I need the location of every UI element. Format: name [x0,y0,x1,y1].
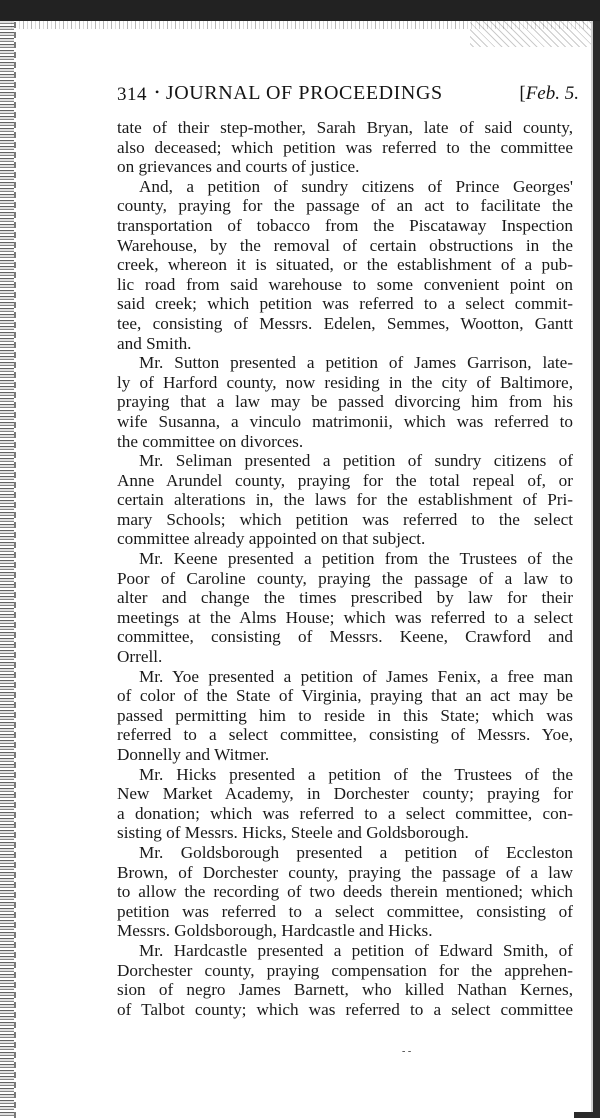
text-line: wife Susanna, a vinculo matrimonii, which was referred to [117,411,573,431]
scan-bottom-corner [574,1112,600,1118]
text-line: Anne Arundel county, praying for the total repeal of, or [117,470,573,490]
date-text: Feb. 5. [525,83,579,104]
text-line: Mr. Keene presented a petition from the Trustees of the [139,549,573,569]
paragraph [117,843,573,941]
scan-left-edge-line [14,21,16,1118]
text-line: and Smith. [117,333,192,353]
text-line: tate of their step-mother, Sarah Bryan, late of said county, [117,118,573,137]
footer-mark: - - [402,1046,412,1057]
text-line: said creek; which petition was referred to a select commit- [117,294,573,314]
paragraph [117,118,573,177]
paragraph [117,451,573,549]
text-line: committee, consisting of Messrs. Keene, Crawford and [117,627,573,647]
scan-top-right-speckle [470,21,600,47]
running-title-text: JOURNAL OF PROCEEDINGS [165,82,443,104]
text-line: sisting of Messrs. Hicks, Steele and Goldsborough. [117,823,469,843]
text-line: alter and change the times prescribed by law for their [117,588,573,608]
text-line: And, a petition of sundry citizens of Prince Georges' [139,176,573,196]
text-line: petition was referred to a select committee, consisting of [117,901,573,921]
paragraph [117,177,573,353]
text-line: meetings at the Alms House; which was referred to a select [117,607,573,627]
text-line: transportation of tobacco from the Piscataway Inspection [117,215,573,235]
header-date [519,83,579,105]
paragraph [117,667,573,765]
text-line: Mr. Yoe presented a petition of James Fenix, a free man [139,666,573,686]
text-line: county, praying for the passage of an act to facilitate the [117,196,573,216]
paragraph [117,941,573,1019]
page-header [117,80,579,110]
text-line: a donation; which was referred to a select committee, con- [117,803,573,823]
text-line: ly of Harford county, now residing in the city of Baltimore, [117,372,573,392]
text-line: Mr. Sutton presented a petition of James Garrison, late- [139,353,573,373]
text-line: Mr. Seliman presented a petition of sundry citizens of [139,451,573,471]
text-line: Poor of Caroline county, praying the passage of a law to [117,568,573,588]
running-title [155,82,443,105]
text-line: Dorchester county, praying compensation for the apprehen- [117,960,573,980]
text-line: praying that a law may be passed divorcing him from his [117,392,573,412]
paragraph [117,549,573,667]
scan-right-border [593,21,600,1118]
text-line: Mr. Hicks presented a petition of the Trustees of the [139,764,573,784]
text-line: Orrell. [117,647,163,667]
text-line: the committee on divorces. [117,431,304,451]
text-line: certain alterations in, the laws for the establishment of Pri- [117,490,573,510]
scan-left-edge [0,21,14,1118]
scan-top-border [0,0,600,21]
text-line: committee already appointed on that subject. [117,529,426,549]
text-line: Brown, of Dorchester county, praying the passage of a law [117,862,573,882]
journal-body [117,118,573,1019]
text-line: referred to a select committee, consisting of Messrs. Yoe, [117,725,573,745]
text-line: sion of negro James Barnett, who killed Nathan Kernes, [117,980,573,1000]
text-line: of color of the State of Virginia, praying that an act may be [117,686,573,706]
date-bracket: [ [519,83,526,104]
ornament-dot: • [155,85,160,99]
text-line: tee, consisting of Messrs. Edelen, Semmes, Wootton, Gantt [117,313,573,333]
text-line: passed permitting him to reside in this State; which was [117,705,573,725]
text-line: on grievances and courts of justice. [117,157,360,177]
page-number: 314 [117,84,147,105]
paragraph [117,353,573,451]
text-line: Donnelly and Witmer. [117,745,270,764]
text-line: Messrs. Goldsborough, Hardcastle and Hicks. [117,921,433,941]
text-line: lic road from said warehouse to some convenient point on [117,274,573,294]
text-line: mary Schools; which petition was referred to the select [117,509,573,529]
text-line: Warehouse, by the removal of certain obstructions in the [117,235,573,255]
paragraph [117,765,573,843]
text-line: to allow the recording of two deeds therein mentioned; which [117,882,573,902]
text-line: creek, whereon it is situated, or the establishment of a pub- [117,255,573,275]
text-line: Mr. Goldsborough presented a petition of Eccleston [139,842,573,862]
text-line: also deceased; which petition was referred to the committee [117,137,573,157]
text-line: of Talbot county; which was referred to a select committee [117,999,573,1019]
text-line: Mr. Hardcastle presented a petition of Edward Smith, of [139,940,573,960]
text-line: New Market Academy, in Dorchester county; praying for [117,784,573,804]
